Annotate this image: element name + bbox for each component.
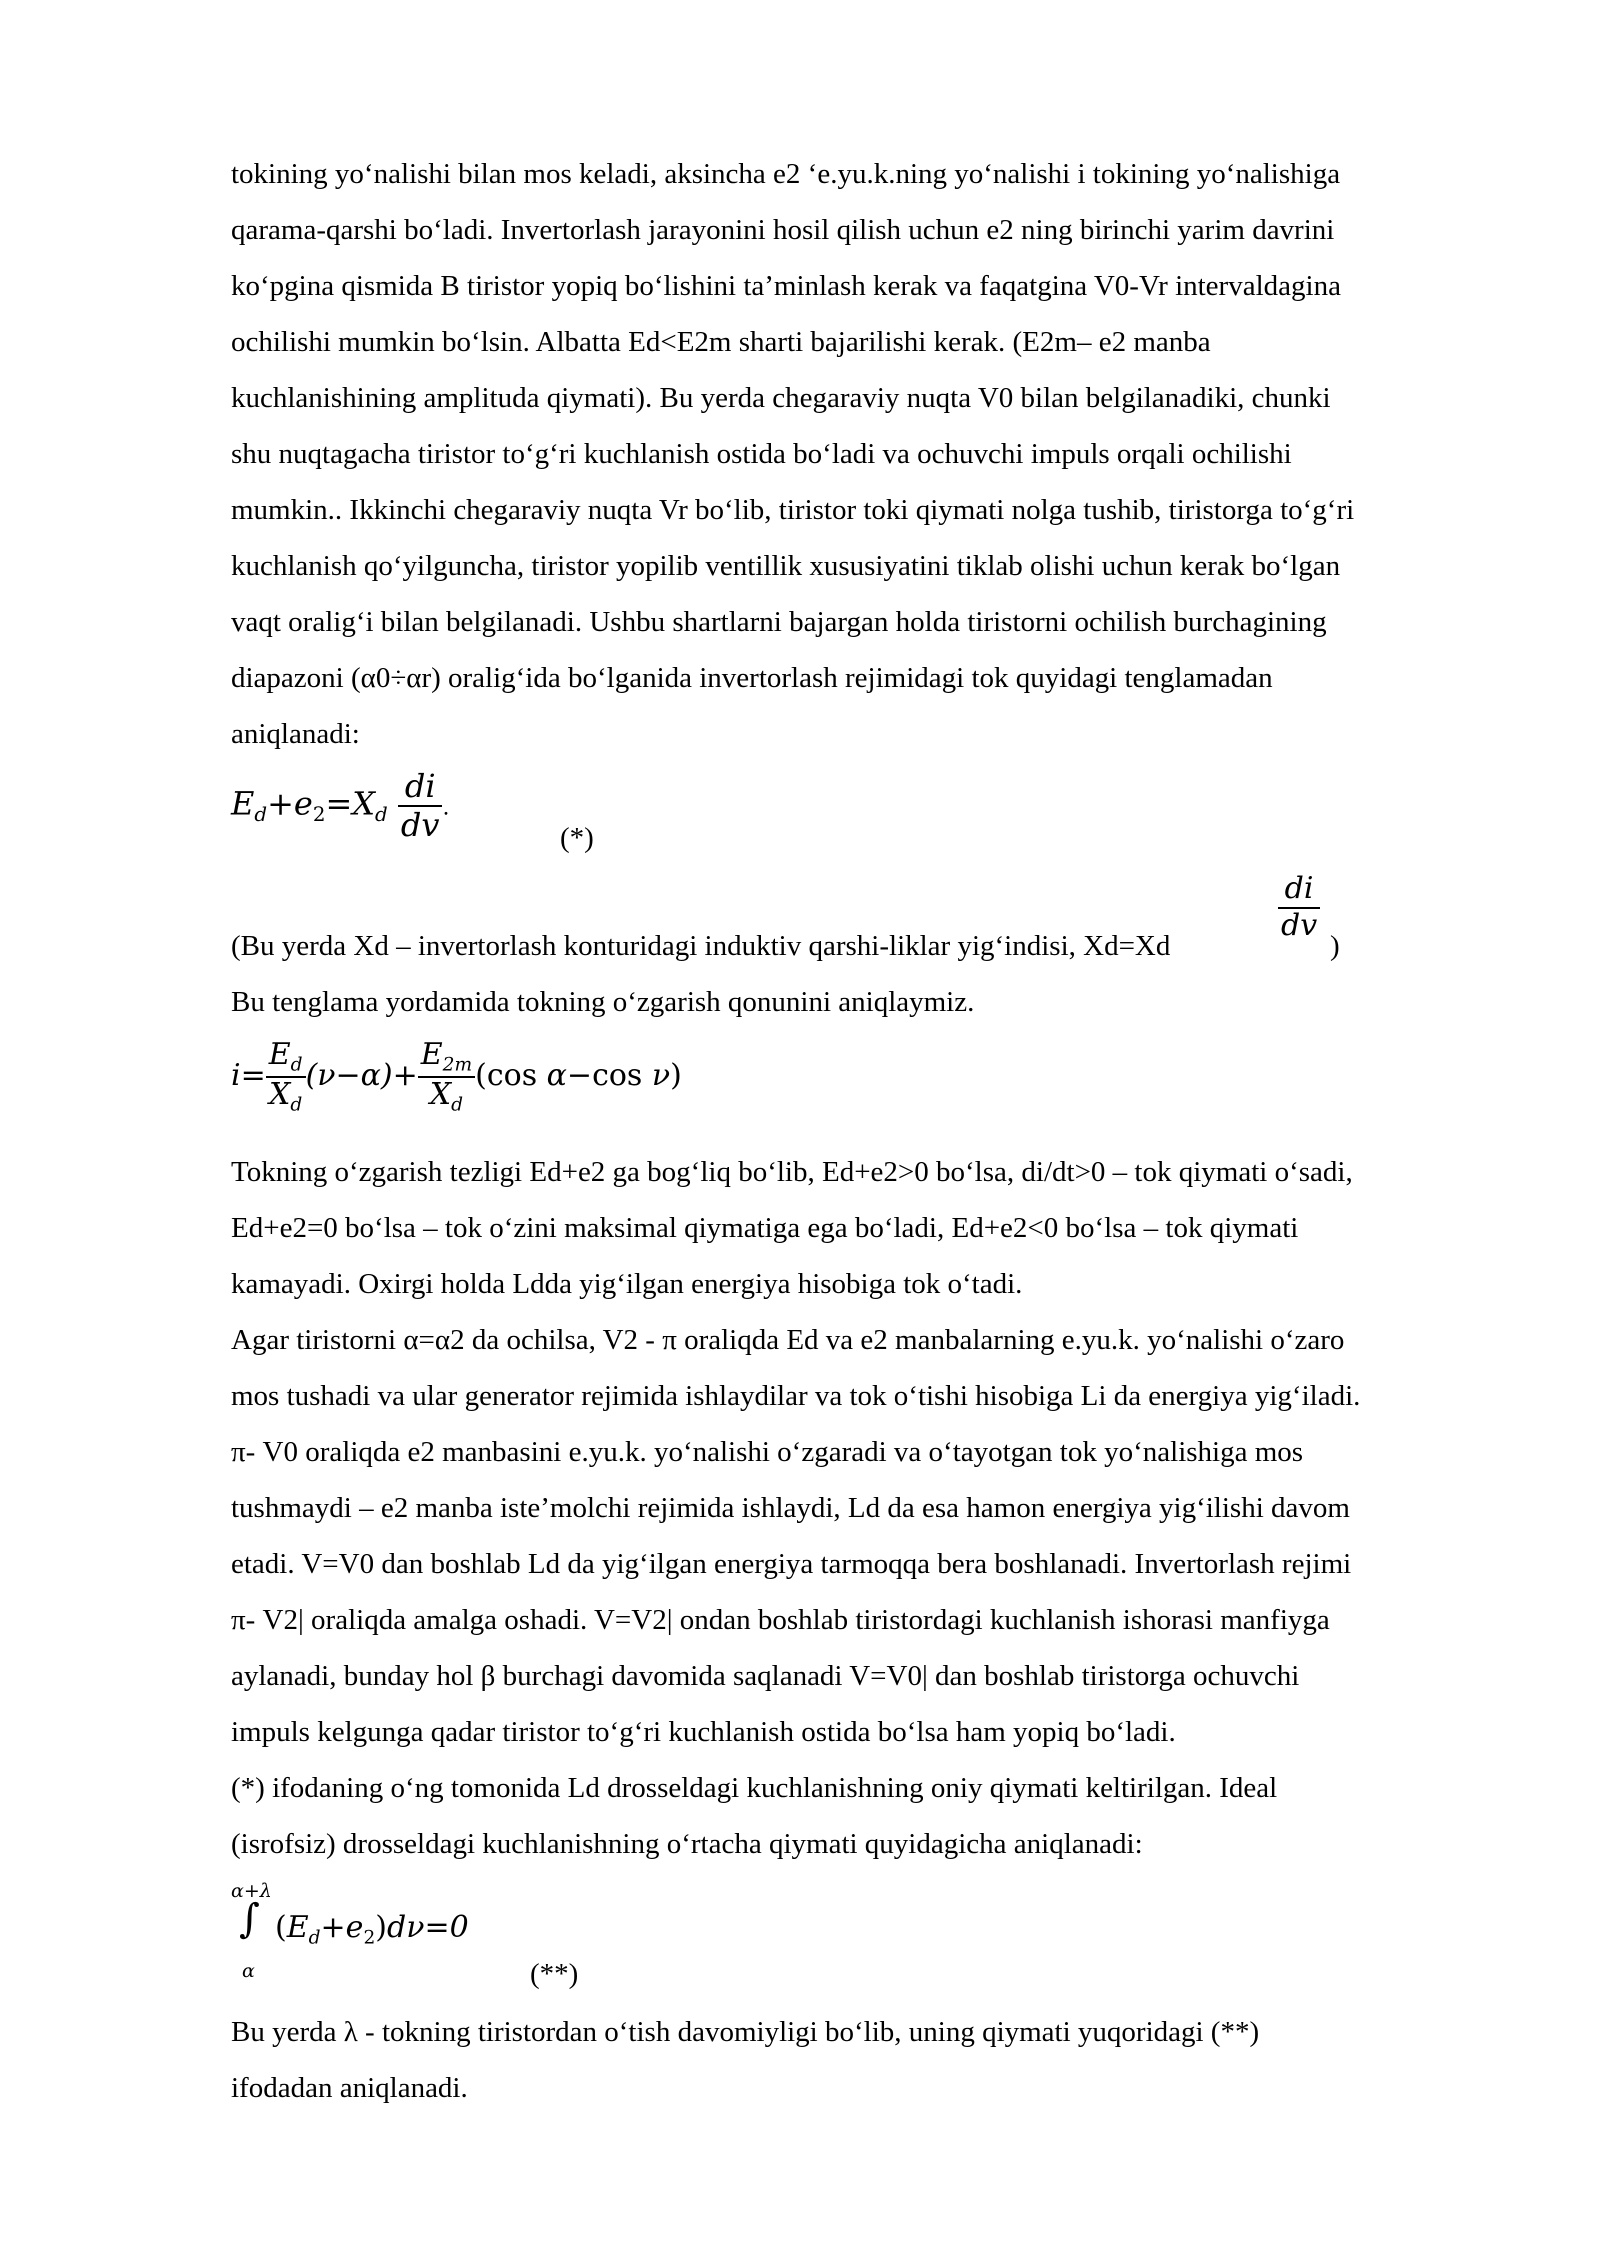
inline-fraction-di-dv (1278, 872, 1320, 943)
math-function: cos (486, 1057, 538, 1093)
math-subscript: d (254, 803, 268, 827)
text-line: diapazoni (α0÷αr) oralig‘ida bo‘lganida invertorlash rejimidagi tok quyidagi tenglamadan (231, 662, 1273, 694)
math-subscript: 2 (363, 1927, 376, 1949)
math-paren: ( (275, 1910, 287, 1945)
math-punctuation: . (442, 795, 450, 821)
math-paren: ( (475, 1057, 487, 1093)
text-line: (*) ifodaning o‘ng tomonida Ld drosseldagi kuchlanishning oniy qiymati keltirilgan. Ideal (231, 1772, 1278, 1804)
text-line: kuchlanish qo‘yilguncha, tiristor yopilib ventillik xususiyatini tiklab olishi uchun kerak bo‘lgan (231, 550, 1341, 582)
text-line: π- V0 oraliqda e2 manbasini e.yu.k. yo‘nalishi o‘zgaradi va o‘tayotgan tok yo‘nalishiga mos (231, 1436, 1304, 1468)
fraction-numerator (418, 1038, 475, 1078)
text-line: shu nuqtagacha tiristor to‘g‘ri kuchlanish ostida bo‘ladi va ochuvchi impuls orqali ochilishi (231, 438, 1292, 470)
math-subscript: d (290, 1094, 303, 1116)
math-symbol: α (546, 1057, 567, 1093)
equation-tag-star: (*) (560, 822, 594, 854)
math-paren: ) (375, 1910, 387, 1945)
math-subscript: 2m (442, 1054, 473, 1076)
math-symbol: E (420, 1037, 443, 1072)
math-operator: − (566, 1057, 593, 1093)
math-subscript: d (451, 1094, 464, 1116)
math-symbol: E (268, 1037, 291, 1072)
text-line: qarama-qarshi bo‘ladi. Invertorlash jarayonini hosil qilish uchun e2 ning birinchi yarim davrini (231, 214, 1335, 246)
text-line: ochilishi mumkin bo‘lsin. Albatta Ed<E2m sharti bajarilishi kerak. (E2m– e2 manba (231, 326, 1211, 358)
fraction-denominator: dv (1281, 907, 1318, 943)
math-operator: + (320, 1910, 346, 1945)
math-operator: = (240, 1057, 266, 1093)
fraction-E2m-Xd (418, 1038, 475, 1116)
math-group: (ν−α) (305, 1057, 393, 1093)
text-line: Ed+e2=0 bo‘lsa – tok o‘zini maksimal qiymatiga ega bo‘ladi, Ed+e2<0 bo‘lsa – tok qiymati (231, 1212, 1299, 1244)
text-line: ifodadan aniqlanadi. (231, 2072, 468, 2104)
math-symbol: X (429, 1076, 452, 1112)
text-line: (Bu yerda Xd – invertorlash konturidagi induktiv qarshi-liklar yig‘indisi, Xd=Xd (231, 930, 1171, 962)
fraction-di-dv (398, 768, 443, 844)
integrand (275, 1910, 469, 1949)
fraction-denominator (266, 1078, 306, 1116)
math-expression: dν=0 (387, 1910, 469, 1945)
math-symbol: E (286, 1910, 309, 1945)
equation-star (231, 768, 449, 844)
math-subscript: d (290, 1054, 303, 1076)
math-subscript: d (375, 803, 388, 827)
text-line: vaqt oralig‘i bilan belgilanadi. Ushbu shartlarni bajargan holda tiristorni ochilish burchagining (231, 606, 1327, 638)
math-operator: + (392, 1057, 418, 1093)
fraction-denominator: dv (400, 805, 440, 844)
closing-parenthesis: ) (1330, 930, 1340, 962)
text-line: kuchlanishining amplituda qiymati). Bu yerda chegaraviy nuqta V0 bilan belgilanadiki, chunki (231, 382, 1331, 414)
math-symbol: i (231, 1057, 241, 1093)
fraction-Ed-Xd (266, 1038, 306, 1116)
equation-current (231, 1038, 682, 1116)
text-line: mos tushadi va ular generator rejimida ishlaydilar va tok o‘tishi hisobiga Li da energiya yig‘iladi. (231, 1380, 1361, 1412)
text-line: tushmaydi – e2 manba iste’molchi rejimida ishlaydi, Ld da esa hamon energiya yig‘ilishi davom (231, 1492, 1350, 1524)
fraction-denominator (418, 1078, 475, 1116)
text-line: tokining yo‘nalishi bilan mos keladi, aksincha e2 ‘e.yu.k.ning yo‘nalishi i tokining yo‘nalishiga (231, 158, 1341, 190)
math-symbol: E (231, 784, 255, 823)
math-symbol: X (352, 784, 376, 823)
integral-lower-limit: α (242, 1960, 255, 1982)
paragraph-2 (231, 1144, 1501, 1872)
text-line: ko‘pgina qismida B tiristor yopiq bo‘lishini ta’minlash kerak va faqatgina V0-Vr intervaldagina (231, 270, 1341, 302)
fraction-di-dv-inline (1278, 872, 1320, 943)
math-symbol: e (345, 1910, 364, 1945)
math-symbol: ν (651, 1057, 671, 1093)
text-line: kamayadi. Oxirgi holda Ldda yig‘ilgan energiya hisobiga tok o‘tadi. (231, 1268, 1023, 1300)
text-line: aniqlanadi: (231, 718, 360, 750)
math-operator: = (325, 784, 353, 823)
fraction-numerator (266, 1038, 306, 1078)
text-line: impuls kelgunga qadar tiristor to‘g‘ri kuchlanish ostida bo‘lsa ham yopiq bo‘ladi. (231, 1716, 1176, 1748)
integral-sign: ∫ (239, 1896, 260, 1942)
math-operator: + (267, 784, 294, 823)
paragraph-3 (231, 2004, 1501, 2116)
paragraph-1 (231, 146, 1501, 762)
math-paren: ) (670, 1057, 682, 1093)
math-subscript: 2 (312, 803, 326, 827)
text-line: Tokning o‘zgarish tezligi Ed+e2 ga bog‘liq bo‘lib, Ed+e2>0 bo‘lsa, di/dt>0 – tok qiymati o‘sadi, (231, 1156, 1353, 1188)
text-line: Bu yerda λ - tokning tiristordan o‘tish davomiyligi bo‘lib, uning qiymati yuqoridagi (**) (231, 2016, 1260, 2048)
math-subscript: d (308, 1927, 321, 1949)
text-line: Bu tenglama yordamida tokning o‘zgarish qonunini aniqlaymiz. (231, 986, 975, 1018)
text-line: π- V2| oraliqda amalga oshadi. V=V2| ondan boshlab tiristordagi kuchlanish ishorasi manfiyga (231, 1604, 1330, 1636)
text-line: etadi. V=V0 dan boshlab Ld da yig‘ilgan energiya tarmoqqa bera boshlanadi. Invertorlash rejimi (231, 1548, 1352, 1580)
fraction-numerator: di (1278, 872, 1320, 909)
text-line: aylanadi, bunday hol β burchagi davomida saqlanadi V=V0| dan boshlab tiristorga ochuvchi (231, 1660, 1300, 1692)
math-function: cos (592, 1057, 643, 1093)
integral-upper-limit: α+λ (231, 1880, 272, 1902)
text-line: mumkin.. Ikkinchi chegaraviy nuqta Vr bo‘lib, tiristor toki qiymati nolga tushib, tiristorga to‘g‘ri (231, 494, 1355, 526)
fraction-numerator: di (398, 768, 443, 807)
text-line: (isrofsiz) drosseldagi kuchlanishning o‘rtacha qiymati quyidagicha aniqlanadi: (231, 1828, 1143, 1860)
equation-tag-double-star: (**) (530, 1958, 579, 1990)
math-symbol: X (269, 1076, 291, 1112)
text-line: Agar tiristorni α=α2 da ochilsa, V2 - π oraliqda Ed va e2 manbalarning e.yu.k. yo‘nalishi o‘zaro (231, 1324, 1345, 1356)
text-line-tenglama (231, 974, 1501, 1030)
math-symbol: e (293, 784, 313, 823)
